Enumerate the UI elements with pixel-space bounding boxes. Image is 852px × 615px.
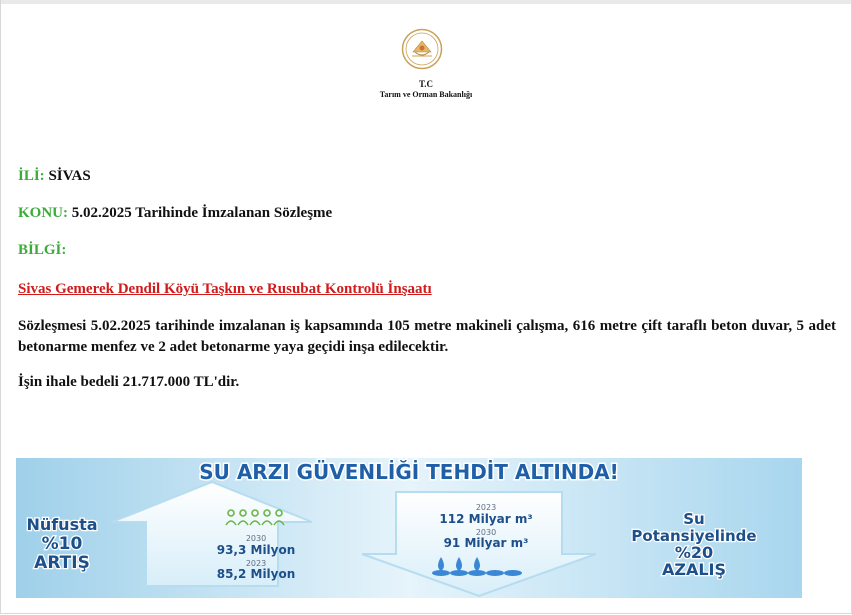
il-line bbox=[18, 168, 91, 185]
il-value: SİVAS bbox=[48, 168, 91, 184]
bilgi-line bbox=[18, 242, 66, 259]
project-title: Sivas Gemerek Dendil Köyü Taşkın ve Rusubat Kontrolü İnşaatı bbox=[18, 281, 432, 297]
cost-line: İşin ihale bedeli 21.717.000 TL'dir. bbox=[18, 374, 240, 390]
right-label-1: Su bbox=[683, 510, 705, 528]
down-value-bottom: 91 Milyar m³ bbox=[443, 536, 529, 550]
left-label-2: %10 bbox=[41, 534, 83, 554]
up-value-bottom: 85,2 Milyon bbox=[216, 567, 296, 581]
down-value-top: 112 Milyar m³ bbox=[439, 512, 533, 526]
down-year-bottom: 2030 bbox=[475, 528, 497, 537]
down-year-top: 2023 bbox=[475, 503, 497, 512]
project-title-line bbox=[18, 281, 432, 298]
right-label-4: AZALIŞ bbox=[661, 560, 727, 579]
header-ministry: Tarım ve Orman Bakanlığı bbox=[379, 90, 473, 99]
up-value-top: 93,3 Milyon bbox=[216, 543, 296, 557]
bilgi-label: BİLGİ: bbox=[18, 242, 67, 258]
water-security-banner bbox=[16, 458, 802, 598]
konu-label: KONU: bbox=[18, 205, 68, 221]
konu-line bbox=[18, 205, 332, 222]
ministry-emblem-icon bbox=[401, 28, 443, 70]
right-label-2: Potansiyelinde bbox=[631, 527, 757, 545]
il-label: İLİ: bbox=[18, 168, 45, 184]
right-label-3: %20 bbox=[674, 543, 714, 562]
contract-paragraph: Sözleşmesi 5.02.2025 tarihinde imzalanan iş kapsamında 105 metre makineli çalışma, 616 metre çift taraflı beton duvar, 5 adet betonarme menfez ve 2 adet betonarme yaya geçidi inşa edilecektir. bbox=[18, 318, 836, 355]
left-label-1: Nüfusta bbox=[26, 515, 98, 534]
banner-headline: SU ARZI GÜVENLİĞİ TEHDİT ALTINDA! bbox=[199, 460, 619, 484]
up-year-bottom: 2023 bbox=[245, 559, 267, 568]
left-label-3: ARTIŞ bbox=[34, 553, 90, 573]
konu-value: 5.02.2025 Tarihinde İmzalanan Sözleşme bbox=[71, 205, 333, 221]
header-tc: T.C bbox=[418, 79, 434, 89]
up-year-top: 2030 bbox=[245, 534, 267, 543]
